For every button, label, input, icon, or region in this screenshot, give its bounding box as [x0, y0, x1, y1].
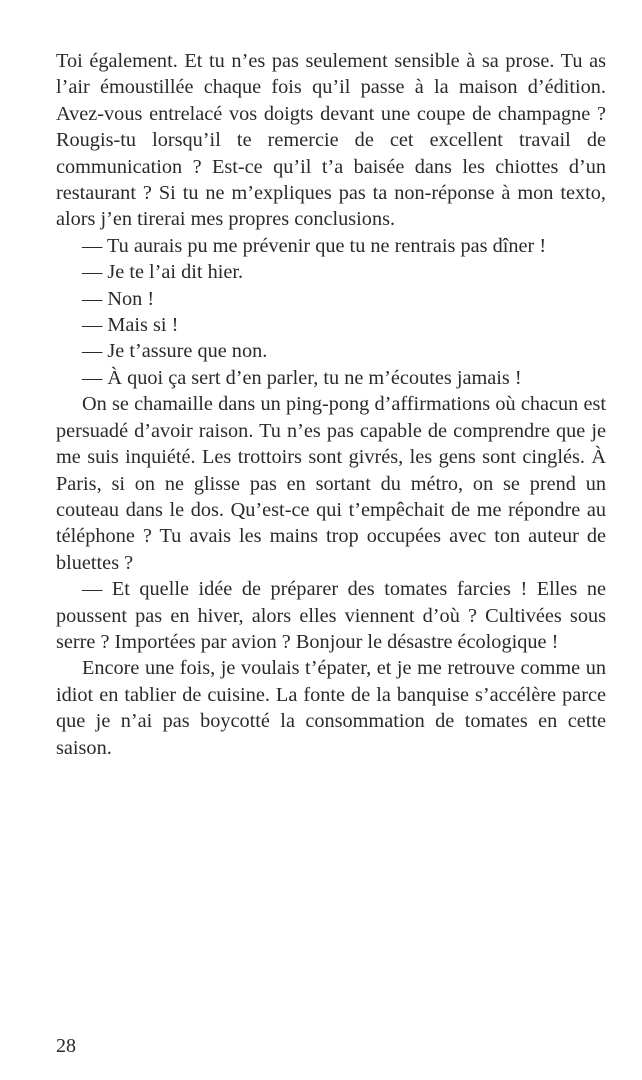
dialogue-line-5: — Je t’assure que non. [82, 340, 268, 363]
paragraph-narration-2: On se chamaille dans un ping-pong d’affirmations où chacun est persuadé d’avoir raison. Tu n’es pas capable de comprendre que je me suis inquiété. Les trottoirs sont givrés, les gens sont cinglés. À Paris, si on ne glisse pas en sortant du métro, on se prend un couteau dans le dos. Qu’est-ce qui t’empêchait de me répondre au téléphone ? Tu avais les mains trop occupées avec ton auteur de bluettes ? [56, 393, 606, 574]
dialogue-line-3: — Non ! [82, 287, 155, 310]
dialogue-line-4: — Mais si ! [82, 314, 179, 337]
dialogue-line-6: — À quoi ça sert d’en parler, tu ne m’écoutes jamais ! [82, 366, 522, 389]
page-number: 28 [56, 1035, 76, 1057]
dialogue-line-7: — Et quelle idée de préparer des tomates farcies ! Elles ne poussent pas en hiver, alors elles viennent d’où ? Cultivées sous serre ? Importées par avion ? Bonjour le désastre écologique ! [56, 578, 606, 653]
paragraph-narration-3: Encore une fois, je voulais t’épater, et je me retrouve comme un idiot en tablier de cuisine. La fonte de la banquise s’accélère parce que je n’ai pas boycotté la consommation de tomates en cette saison. [56, 657, 606, 759]
paragraph-narration-1: Toi également. Et tu n’es pas seulement sensible à sa prose. Tu as l’air émoustillée chaque fois qu’il passe à la maison d’édition. Avez-vous entrelacé vos doigts devant une coupe de champagne ? Rougis-tu lorsqu’il te remercie de cet excellent travail de communication ? Est-ce qu’il t’a baisée dans les chiottes d’un restaurant ? Si tu ne m’expliques pas ta non-réponse à mon texto, alors j’en tirerai mes propres conclusions. [56, 50, 606, 231]
book-page-text [56, 48, 606, 761]
dialogue-line-1: — Tu aurais pu me prévenir que tu ne rentrais pas dîner ! [82, 234, 547, 257]
dialogue-line-2: — Je te l’ai dit hier. [82, 261, 244, 284]
